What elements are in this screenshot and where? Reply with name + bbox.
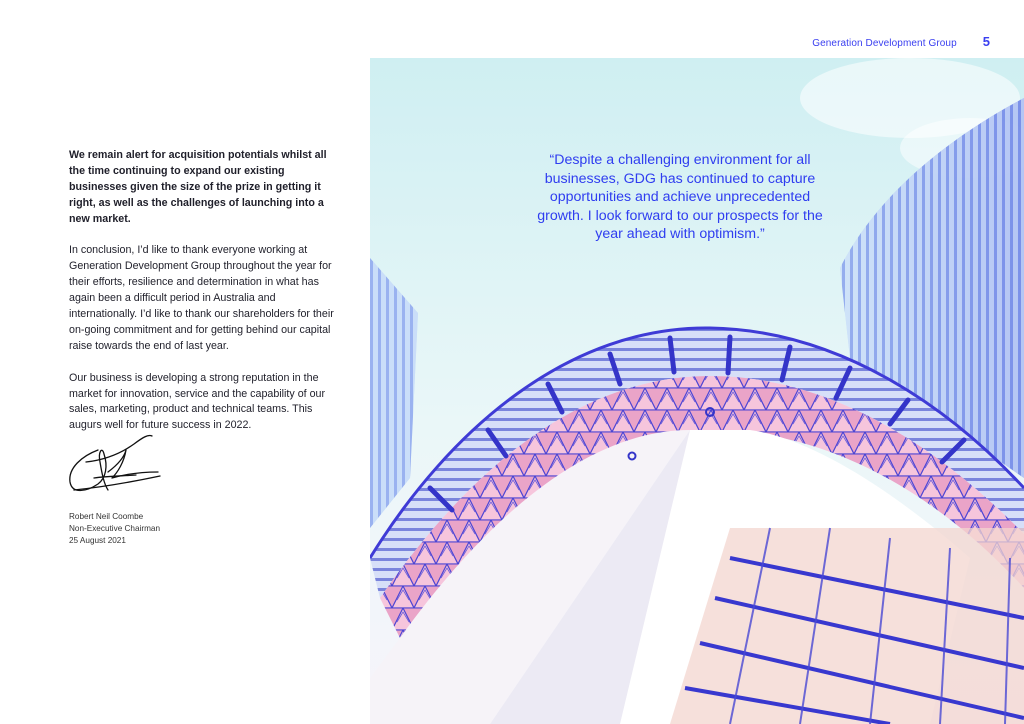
page-header — [812, 34, 990, 49]
signer-role: Non-Executive Chairman — [69, 524, 161, 533]
signer-name: Robert Neil Coombe — [69, 512, 144, 521]
header-title: Generation Development Group — [812, 38, 957, 49]
body-text — [69, 148, 345, 450]
pull-quote: “Despite a challenging environment for all businesses, GDG has continued to capture opportunities and achieve unprecedented growth. I look forward to our prospects for the year ahead with optimism.” — [537, 152, 823, 242]
paragraph-reputation: Our business is developing a strong reputation in the market for innovation, service and the capability of our sales, marketing, product and technical teams. This augurs well for future success in 2022. — [69, 371, 326, 432]
signature-icon — [64, 432, 166, 500]
paragraph-acquisitions: We remain alert for acquisition potentials whilst all the time continuing to expand our existing businesses given the size of the prize in getting it right, as well as the challenges of launching into a new market. — [69, 149, 327, 225]
page-number: 5 — [982, 34, 990, 49]
signer-block — [69, 511, 160, 547]
signoff-date: 25 August 2021 — [69, 536, 126, 545]
paragraph-conclusion: In conclusion, I’d like to thank everyone working at Generation Development Group throughout the year for their efforts, resilience and determination in what has again been a difficult period in Australia and internationally. I’d like to thank our shareholders for their on-going commitment and for getting behind our capital raise towards the end of last year. — [69, 244, 334, 352]
